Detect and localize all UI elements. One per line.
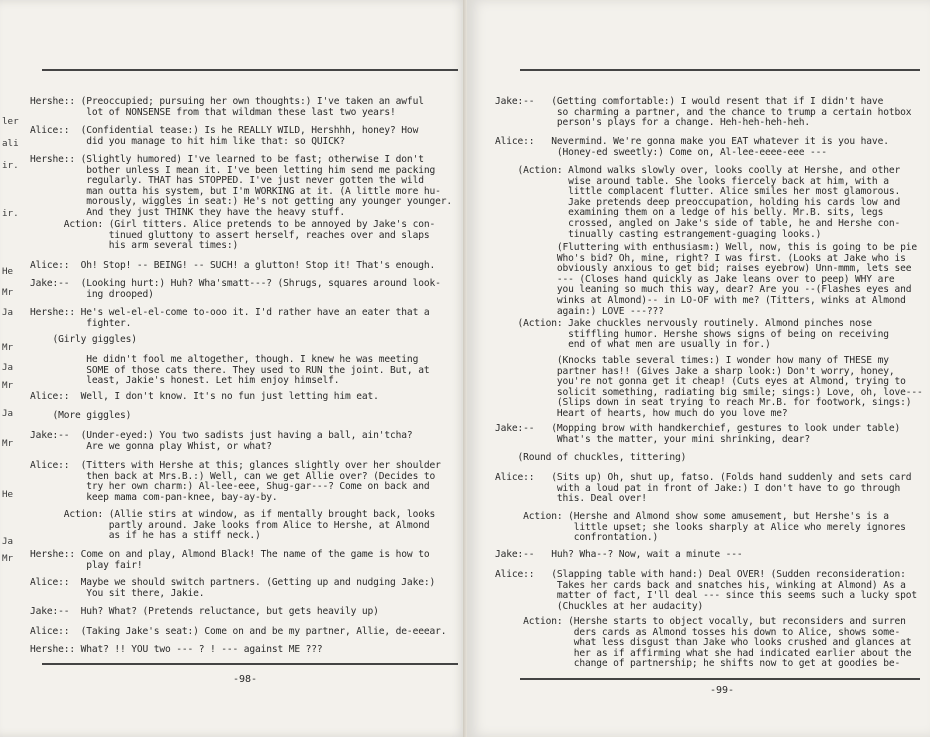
dialogue-block: Alice:: Well, I don't know. It's no fun just letting him eat. xyxy=(30,391,379,402)
dialogue-block: (Fluttering with enthusiasm:) Well, now, this is going to be pie Who's bid? Oh, mine, right? I was first. (Looks at Jake who is obviously anxious to get bid; raises eyebrow) Unn-mmm, lets see --- (Closes hand quickly as Jake leans over to peep) WHY are you leaning so much this way, dear? Are you --(Flashes eyes and winks at Almond)-- in LO-OF with me? (Titters, winks at Almond again:) LOVE ---??? xyxy=(556,242,917,317)
margin-fragment: Ja xyxy=(2,408,14,419)
top-rule xyxy=(42,69,458,71)
dialogue-block: Alice:: Oh! Stop! -- BEING! -- SUCH! a glutton! Stop it! That's enough. xyxy=(30,260,436,271)
margin-fragment: Mr xyxy=(2,287,14,298)
page-number: -98- xyxy=(233,674,258,685)
dialogue-block: Hershe:: (Preoccupied; pursuing her own thoughts:) I've taken an awful lot of NONSENSE from that wildman these last two years! xyxy=(30,96,424,118)
margin-fragment: He xyxy=(2,489,14,500)
margin-fragment: ali xyxy=(2,138,19,149)
bottom-rule xyxy=(42,663,458,665)
dialogue-block: Jake:-- (Getting comfortable:) I would resent that if I didn't have so charming a partner, and the chance to trump a certain hotbox person's plays for a change. Heh-heh-heh-heh. xyxy=(495,96,912,129)
dialogue-block: Alice:: (Slapping table with hand:) Deal OVER! (Sudden reconsideration: Takes her cards back and snatches his, winking at Almond) As a matter of fact, I'll deal --- since this seems such a lucky spot (Chuckles at her audacity) xyxy=(495,569,917,612)
bottom-rule xyxy=(520,678,920,680)
margin-fragment: ir. xyxy=(2,208,19,219)
action-block: Action: (Hershe and Almond show some amusement, but Hershe's is a little upset; she looks sharply at Alice who merely ignores confrontation.) xyxy=(523,511,906,544)
margin-fragment: Ja xyxy=(2,362,14,373)
margin-fragment: Ja xyxy=(2,307,14,318)
dialogue-block: (Knocks table several times:) I wonder how many of THESE my partner has!! (Gives Jake a sharp look:) Don't worry, honey, you're not gonna get it cheap! (Cuts eyes at Almond, trying to solicit something, radiating big smile; sings:) Love, oh, love--- (Slips down in seat trying to reach Mr.B. for footwork, sings:) Heart of hearts, how much do you love me? xyxy=(556,355,923,419)
margin-fragment: ir. xyxy=(2,160,19,171)
dialogue-block: Hershe:: (Slightly humored) I've learned to be fast; otherwise I don't bother unless I mean it. I've been letting him send me packing regularly. THAT has STOPPED. I've just never gotten the wild man outta his system, but I'm WORKING at it. (A little more hu- morously, wiggles in seat:) He's not getting any younger younger. And they just THINK they have the heavy stuff. xyxy=(30,154,452,218)
dialogue-block: Alice:: Nevermind. We're gonna make you EAT whatever it is you have. (Honey-ed sweetly:) Come on, Al-lee-eeee-eee --- xyxy=(495,136,889,158)
dialogue-block: Jake:-- Huh? Wha--? Now, wait a minute --- xyxy=(495,549,743,560)
dialogue-block: Jake:-- (Looking hurt:) Huh? Wha'smatt---? (Shrugs, squares around look- ing drooped) xyxy=(30,278,441,300)
action-block: (Action: Jake chuckles nervously routinely. Almond pinches nose stiffling humor. Hershe shows signs of being on receiving end of what men are usually in for.) xyxy=(517,318,889,351)
stage-direction: (Girly giggles) xyxy=(30,334,137,345)
dialogue-block: Hershe:: He's wel-el-el-come to-ooo it. I'd rather have an eater that a fighter. xyxy=(30,307,430,329)
margin-fragment: Mr xyxy=(2,553,14,564)
margin-fragment: ler xyxy=(2,116,19,127)
action-block: Action: (Girl titters. Alice pretends to be annoyed by Jake's con- tinued gluttony to assert herself, reaches over and slaps his arm several times:) xyxy=(63,219,436,252)
dialogue-block: Jake:-- (Mopping brow with handkerchief, gestures to look under table) What's the matter, your mini shrinking, dear? xyxy=(495,423,901,445)
dialogue-block: Hershe:: Come on and play, Almond Black! The name of the game is how to play fair! xyxy=(30,549,430,571)
stage-direction: (Round of chuckles, tittering) xyxy=(495,452,687,463)
dialogue-block: Alice:: Maybe we should switch partners. (Getting up and nudging Jake:) You sit there, Jakie. xyxy=(30,577,436,599)
margin-fragment: He xyxy=(2,266,14,277)
stage-direction: (More giggles) xyxy=(30,410,132,421)
dialogue-block: Jake:-- (Under-eyed:) You two sadists just having a ball, ain'tcha? Are we gonna play Whist, or what? xyxy=(30,430,413,452)
margin-fragment: Mr xyxy=(2,380,14,391)
dialogue-block: Alice:: (Sits up) Oh, shut up, fatso. (Folds hand suddenly and sets card with a loud pat in front of Jake:) I don't have to go through this. Deal over! xyxy=(495,472,912,505)
margin-fragment: Ja xyxy=(2,536,14,547)
top-rule xyxy=(520,69,920,71)
margin-fragment: Mr xyxy=(2,342,14,353)
dialogue-block: Alice:: (Confidential tease:) Is he REALLY WILD, Hershhh, honey? How did you manage to hit him like that: so QUICK? xyxy=(30,125,419,147)
right-page xyxy=(467,0,930,737)
action-block: Action: (Allie stirs at window, as if mentally brought back, looks partly around. Jake looks from Alice to Hershe, at Almond as if he has a stiff neck.) xyxy=(63,509,436,542)
dialogue-block: Jake:-- Huh? What? (Pretends reluctance, but gets heavily up) xyxy=(30,606,379,617)
action-block: (Action: Almond walks slowly over, looks coolly at Hershe, and other wise around table. She looks fiercely back at him, with a little complacent flutter. Alice smiles her most glamorous. Jake pretends deep preoccupation, holding his cards low and examining them on a ledge of his belly. Mr.B. sits, legs crossed, angled on Jake's side of table, he and Hershe con- tinually casting estrangement-guaging looks.) xyxy=(517,165,901,240)
dialogue-block: He didn't fool me altogether, though. I knew he was meeting SOME of those cats there. They used to RUN the joint. But, at least, Jakie's honest. Let him enjoy himself. xyxy=(86,354,430,387)
dialogue-block: Alice:: (Taking Jake's seat:) Come on and be my partner, Allie, de-eeear. xyxy=(30,626,447,637)
action-block: Action: (Hershe starts to object vocally, but reconsiders and surren ders cards as Almond tosses his down to Alice, shows some- what less disgust than Jake who looks crushed and glances at her as if affirming what she had indicated earlier about the change of partnership; he shifts now to get at goodies be- xyxy=(523,616,912,670)
dialogue-block: Hershe:: What? !! YOU two --- ? ! --- against ME ??? xyxy=(30,644,323,655)
page-number: -99- xyxy=(710,685,735,696)
margin-fragment: Mr xyxy=(2,438,14,449)
dialogue-block: Alice:: (Titters with Hershe at this; glances slightly over her shoulder then back at Mrs.B.:) Well, can we get Allie over? (Decides to try her own charm:) Al-lee-eee, Shug-gar---? Come on back and keep mama com-pan-knee, bay-ay-by. xyxy=(30,460,441,503)
